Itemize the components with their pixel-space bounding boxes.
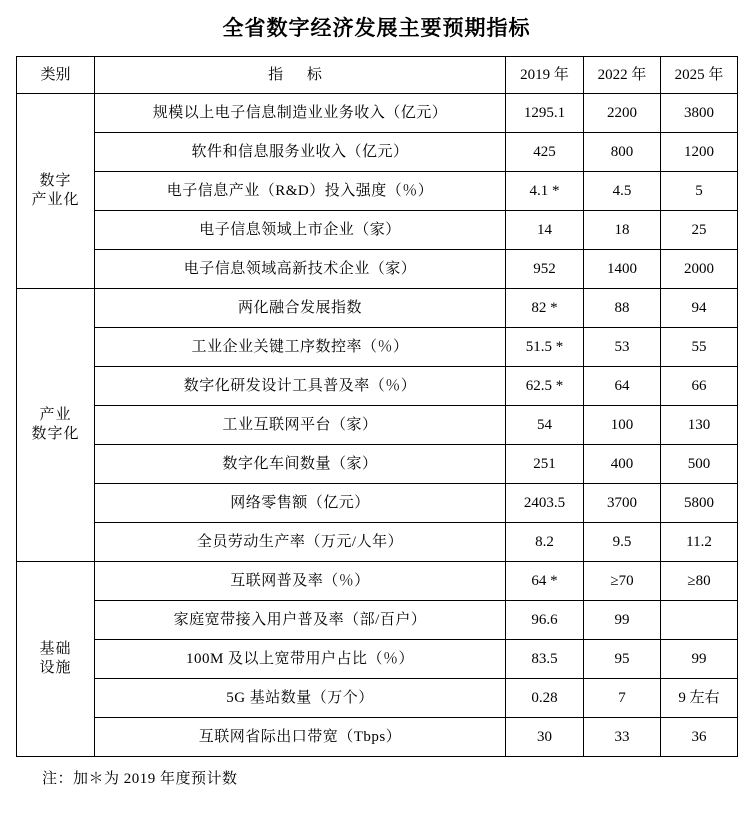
table-row (17, 133, 738, 172)
category-line-1: 产业 (39, 407, 72, 424)
header-year-2019: 2019 年 (506, 57, 584, 94)
value-2025: 5800 (661, 484, 738, 523)
value-2019: 30 (506, 718, 584, 757)
category-line-1: 数字 (39, 173, 72, 190)
value-2019: 62.5 * (506, 367, 584, 406)
value-2022: 2200 (584, 94, 661, 133)
table-row (17, 250, 738, 289)
indicator-label: 数字化研发设计工具普及率（％） (95, 367, 506, 406)
table-row (17, 679, 738, 718)
header-year-2025: 2025 年 (661, 57, 738, 94)
value-2019: 51.5 * (506, 328, 584, 367)
indicator-label: 电子信息领域上市企业（家） (95, 211, 506, 250)
table-row (17, 523, 738, 562)
value-2022: 100 (584, 406, 661, 445)
table-header-row (17, 57, 738, 94)
value-2022: 3700 (584, 484, 661, 523)
indicator-label: 全员劳动生产率（万元/人年） (95, 523, 506, 562)
value-2019: 251 (506, 445, 584, 484)
value-2025: 55 (661, 328, 738, 367)
indicator-label: 工业互联网平台（家） (95, 406, 506, 445)
value-2025: 2000 (661, 250, 738, 289)
value-2019: 64 * (506, 562, 584, 601)
indicator-label: 软件和信息服务业收入（亿元） (95, 133, 506, 172)
indicator-label: 家庭宽带接入用户普及率（部/百户） (95, 601, 506, 640)
category-line-2: 设施 (39, 660, 72, 676)
value-2025: 36 (661, 718, 738, 757)
indicator-label: 5G 基站数量（万个） (95, 679, 506, 718)
value-2019: 0.28 (506, 679, 584, 718)
table-row (17, 406, 738, 445)
value-2022: 95 (584, 640, 661, 679)
value-2019: 54 (506, 406, 584, 445)
value-2022: 99 (584, 601, 661, 640)
value-2022: 53 (584, 328, 661, 367)
value-2025: 3800 (661, 94, 738, 133)
header-indicator: 指 标 (95, 57, 506, 94)
category-cell-infrastructure (17, 562, 95, 757)
indicator-label: 网络零售额（亿元） (95, 484, 506, 523)
table-row (17, 367, 738, 406)
indicators-table (16, 56, 738, 757)
value-2022: ≥70 (584, 562, 661, 601)
indicator-label: 两化融合发展指数 (95, 289, 506, 328)
table-row (17, 211, 738, 250)
table-row (17, 484, 738, 523)
table-row (17, 94, 738, 133)
category-cell-digital-industrialization (17, 94, 95, 289)
value-2019: 82 * (506, 289, 584, 328)
indicator-label: 工业企业关键工序数控率（％） (95, 328, 506, 367)
indicator-label: 互联网普及率（％） (95, 562, 506, 601)
category-cell-industrial-digitalization (17, 289, 95, 562)
value-2022: 1400 (584, 250, 661, 289)
value-2025: 25 (661, 211, 738, 250)
table-row (17, 718, 738, 757)
value-2025: 1200 (661, 133, 738, 172)
value-2025: 94 (661, 289, 738, 328)
category-line-1: 基础 (39, 641, 72, 658)
table-row (17, 289, 738, 328)
indicator-label: 电子信息产业（R&D）投入强度（％） (95, 172, 506, 211)
value-2019: 8.2 (506, 523, 584, 562)
value-2025: 9 左右 (661, 679, 738, 718)
table-row (17, 172, 738, 211)
value-2025: ≥80 (661, 562, 738, 601)
value-2022: 400 (584, 445, 661, 484)
value-2025: 11.2 (661, 523, 738, 562)
value-2025 (661, 601, 738, 640)
header-category: 类别 (17, 57, 95, 94)
indicator-label: 数字化车间数量（家） (95, 445, 506, 484)
category-line-2: 产业化 (31, 192, 80, 208)
category-line-2: 数字化 (31, 426, 80, 442)
value-2025: 99 (661, 640, 738, 679)
indicator-label: 互联网省际出口带宽（Tbps） (95, 718, 506, 757)
value-2019: 14 (506, 211, 584, 250)
value-2022: 64 (584, 367, 661, 406)
indicator-label: 100M 及以上宽带用户占比（％） (95, 640, 506, 679)
table-row (17, 328, 738, 367)
value-2025: 66 (661, 367, 738, 406)
value-2025: 5 (661, 172, 738, 211)
value-2022: 18 (584, 211, 661, 250)
table-row (17, 601, 738, 640)
page-title: 全省数字经济发展主要预期指标 (222, 17, 531, 40)
value-2022: 800 (584, 133, 661, 172)
value-2022: 9.5 (584, 523, 661, 562)
table-note: 注：加＊为 2019 年度预计数 (42, 771, 238, 787)
value-2022: 4.5 (584, 172, 661, 211)
table-row (17, 562, 738, 601)
value-2019: 96.6 (506, 601, 584, 640)
value-2019: 952 (506, 250, 584, 289)
value-2025: 130 (661, 406, 738, 445)
header-year-2022: 2022 年 (584, 57, 661, 94)
table-row (17, 640, 738, 679)
value-2019: 425 (506, 133, 584, 172)
value-2019: 83.5 (506, 640, 584, 679)
value-2019: 1295.1 (506, 94, 584, 133)
value-2019: 4.1 * (506, 172, 584, 211)
value-2022: 7 (584, 679, 661, 718)
value-2019: 2403.5 (506, 484, 584, 523)
value-2022: 33 (584, 718, 661, 757)
indicator-label: 规模以上电子信息制造业业务收入（亿元） (95, 94, 506, 133)
table-row (17, 445, 738, 484)
value-2022: 88 (584, 289, 661, 328)
indicator-label: 电子信息领域高新技术企业（家） (95, 250, 506, 289)
value-2025: 500 (661, 445, 738, 484)
